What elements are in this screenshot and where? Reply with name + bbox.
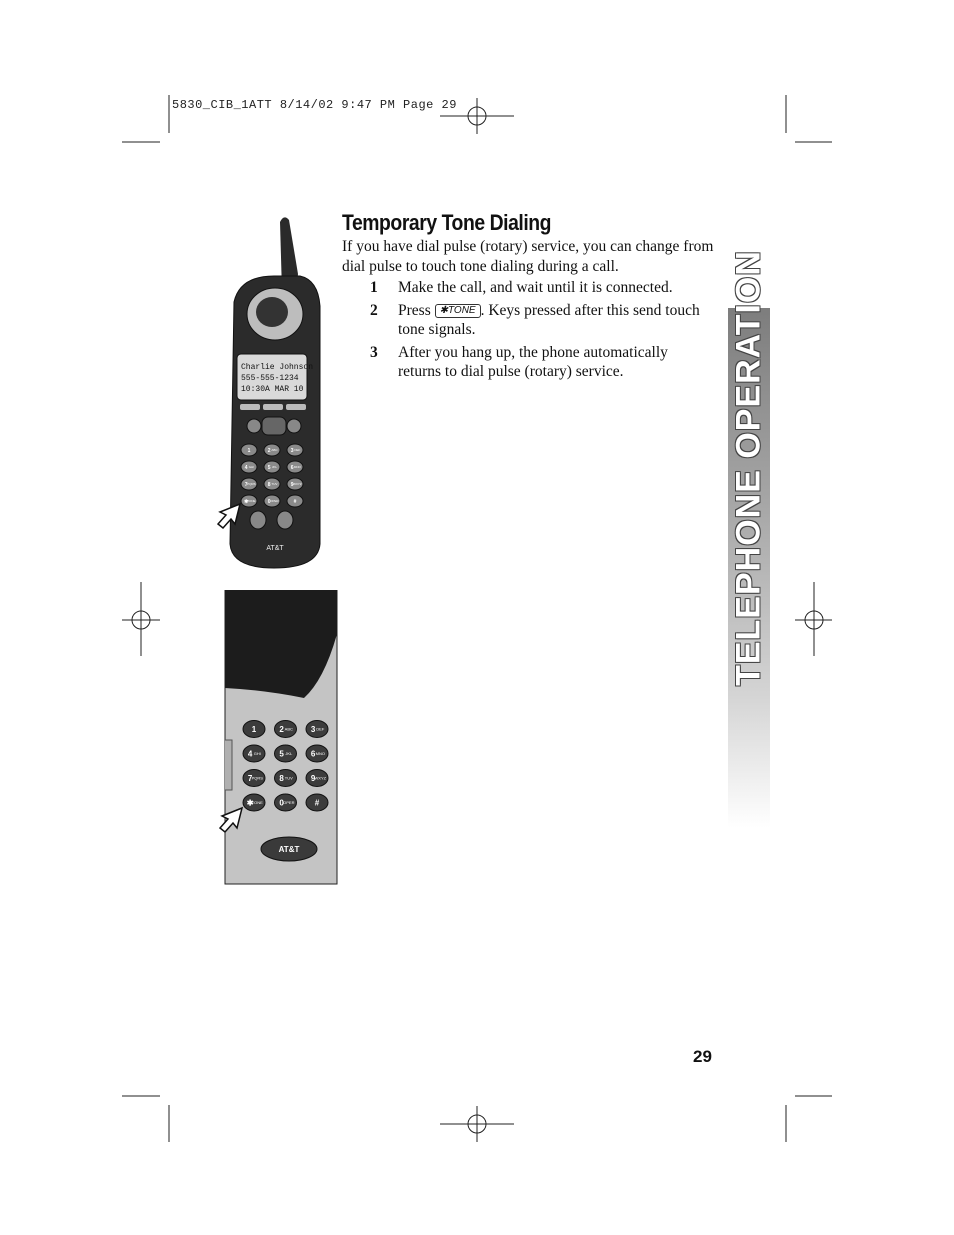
key-digit: 8 — [267, 481, 271, 488]
key-digit: 9 — [310, 773, 316, 783]
keypad-key — [306, 721, 328, 738]
keypad-key — [287, 444, 303, 456]
closeup-logo: AT&T — [278, 845, 300, 854]
key-letters: MNO — [315, 750, 325, 756]
key-letters: TUV — [284, 775, 293, 781]
keypad-key — [287, 478, 303, 490]
key-digit: 4 — [244, 464, 248, 471]
keypad-key — [275, 721, 297, 738]
key-digit: ✱ — [246, 798, 254, 808]
tone-key-icon — [435, 304, 481, 318]
key-digit: 4 — [247, 749, 253, 759]
keypad-key — [306, 770, 328, 787]
key-digit: 2 — [279, 724, 284, 734]
key-digit: 8 — [279, 773, 284, 783]
key-letters: TUV — [271, 482, 278, 487]
keypad-key — [264, 461, 280, 473]
key-letters: GHI — [253, 750, 261, 756]
side-tab-label: TELEPHONE OPERATION — [729, 250, 768, 686]
lcd-line-1: Charlie Johnson — [241, 363, 314, 372]
key-letters: OPER — [283, 799, 295, 805]
step-item — [370, 343, 710, 382]
key-digit: # — [293, 498, 297, 505]
step-item — [370, 278, 710, 298]
steps-list — [370, 278, 710, 385]
keypad-key — [264, 495, 280, 507]
key-digit: 9 — [290, 481, 294, 488]
keypad-key — [241, 461, 257, 473]
step-text-before: Press — [398, 301, 431, 319]
keypad-key — [243, 770, 265, 787]
keypad-key — [243, 745, 265, 762]
step-number: 1 — [370, 279, 378, 296]
keypad-closeup-illustration — [224, 590, 338, 886]
lcd-line-3: 10:30A MAR 10 — [241, 385, 304, 394]
key-letters: WXYZ — [293, 482, 302, 487]
step-number: 2 — [370, 301, 378, 319]
keypad-key — [241, 444, 257, 456]
key-digit: 5 — [267, 464, 271, 471]
step-text-after: . Keys pressed after this send touch tone signals. — [398, 301, 700, 338]
key-digit: 3 — [310, 724, 316, 734]
pointer-arrow-icon — [216, 502, 246, 530]
key-letters: WXYZ — [314, 775, 327, 781]
key-letters: DEF — [294, 448, 301, 453]
key-letters: MNO — [293, 465, 301, 470]
step-text: Make the call, and wait until it is connected. — [398, 279, 673, 296]
key-letters: JKL — [285, 750, 293, 756]
key-letters: DEF — [316, 726, 325, 732]
key-digit: ✱ — [244, 498, 249, 505]
key-digit: 0 — [267, 498, 271, 505]
keypad-key — [241, 478, 257, 490]
key-digit: 1 — [247, 447, 251, 454]
key-letters: PQRS — [247, 482, 256, 487]
step-text: After you hang up, the phone automatically returns to dial pulse (rotary) service. — [398, 343, 668, 380]
key-digit: 3 — [290, 447, 294, 454]
key-digit: 0 — [279, 798, 284, 808]
print-slug: 5830_CIB_1ATT 8/14/02 9:47 PM Page 29 — [172, 98, 457, 112]
earpiece — [256, 297, 288, 327]
key-digit: 2 — [267, 447, 271, 454]
keypad-key — [243, 721, 265, 738]
key-letters: ABC — [271, 448, 278, 453]
keypad-key — [264, 478, 280, 490]
keypad-key — [275, 745, 297, 762]
tone-key-symbol: ✱ — [439, 304, 448, 316]
pointer-arrow-icon — [218, 806, 248, 834]
lcd-line-2: 555-555-1234 — [241, 374, 299, 383]
key-digit: 7 — [244, 481, 248, 488]
key-letters: GHI — [248, 465, 255, 470]
key-letters: JKL — [271, 465, 277, 470]
page-number: 29 — [693, 1047, 712, 1066]
section-side-label — [728, 250, 770, 828]
key-digit: 6 — [290, 464, 294, 471]
keypad-key — [306, 745, 328, 762]
keypad-key — [264, 444, 280, 456]
key-letters: TONE — [247, 499, 256, 504]
keypad-key — [287, 461, 303, 473]
step-number: 3 — [370, 343, 378, 361]
key-letters: PQRS — [251, 775, 263, 781]
key-digit: 5 — [279, 749, 284, 759]
keypad-key — [275, 794, 297, 811]
keypad-key — [306, 794, 328, 811]
key-digit: 1 — [251, 724, 257, 734]
key-digit: # — [314, 798, 320, 808]
tone-key-label: TONE — [448, 304, 476, 316]
key-letters: TONE — [251, 799, 263, 805]
key-letters: OPER — [270, 499, 279, 504]
step-item — [370, 301, 710, 340]
section-title: Temporary Tone Dialing — [342, 210, 552, 235]
keypad-key — [287, 495, 303, 507]
key-digit: 7 — [247, 773, 253, 783]
handset-logo: AT&T — [266, 545, 284, 552]
key-letters: ABC — [284, 726, 293, 732]
key-digit: 6 — [310, 749, 316, 759]
keypad-key — [275, 770, 297, 787]
intro-paragraph: If you have dial pulse (rotary) service, you can change from dial pulse to touch tone dialing during a call. — [342, 238, 714, 275]
